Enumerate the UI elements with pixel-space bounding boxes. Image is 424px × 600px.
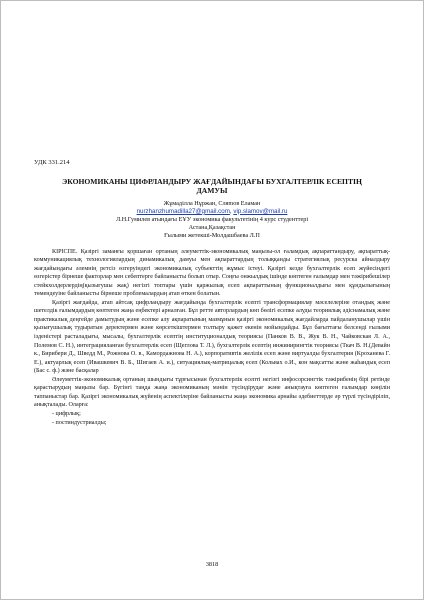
list-item: - цифрлық; [52, 410, 81, 417]
author-emails [34, 208, 390, 216]
title-line-1: ЭКОНОМИКАНЫ ЦИФРЛАНДЫРУ ЖАҒДАЙЫНДАҒЫ БУХГАЛТЕРЛІК ЕСЕПТІҢ [62, 176, 362, 186]
list-item: - постиндустриалды; [52, 419, 107, 426]
paragraph-introduction: КІРІСПЕ. Қазіргі заманғы қоршаған ортаның әлеуметтік-экономикалық маңызы-ол ғаламдық ақпараттандыру, ақпараттық-коммуникациялық технологиялардың динамикалық дамуы мен ақпараттардың толыққанды стратегиялық ресурска айналдыру жағдайындағы әлемнің ретсіз өзгеруіндегі экономикалық субъекттің жұмыс істеуі. Қазіргі кезде бухгалтерлік есеп жүйесіндегі өзгерістер бірнеше факторлар мен себептерге байланысты болып отыр. Соңғы онжылдық ішінде көптеген ғалымдар мен тәжірибешілер стейкхолдерлердің(қызығушы жақ) негізгі топтары үшін қаржылық есеп ақпараттының функционалдығы мен құндылығының төмендеуіне байланысты бірнеше проблемалардың атап өткен болатын. [34, 248, 390, 298]
paragraph-body: Қазіргі жағдайда, атап айтсақ цифрландыру жағдайында бухгалтерлік есепті трансформациялау мәселелеріне отандық және шетелдік ғалымдардың көптеген жаңа еңбектері арналған. Бұл ретте авторлардың көп бөлігі есепке алуды теориялық әдіснамалық және практикалық деңгейде дамытудың және есепке алу ақпаратының мазмұнын қазіргі экономикалық жағдайларда пайдаланушылар үшін қызығушылық тудыратын деректермен және көрсеткіштермен толтыру қажет екенін мойындайды. Бұл бағыттағы белсенді ғылыми ізденістері расталадығы, мысалы, бухгалтерлік есептің институционалдық теориясы (Панков В. В., Жук В. Н., Чайковская Л. А., Полемов С. Н.), интеграцияланған бухгалтерлік есеп (Щеглова Т. Л.), бухгалтерлік есептің инжинирингтік теориясы (Ткач В. Н.(Девайн к., Бирибери Д., Шведд М., Рожнова О. в., Камордажнова Н. А.), корпоративтік желілік есеп және виртуалды бухгалтерия (Кроханева Г. Е.), актуарлық есеп (Ивашкевич В. Б., Шигаев А. и.), ситуациялық-матрицалық есеп (Кольвах о.И., кон мақсатты және жаһандық есеп (Бас с. ф.) және басқалар [34, 299, 390, 375]
supervisor: Ғылыми жетекші-Молдашбаева Л.П [164, 232, 260, 240]
article-title [34, 177, 390, 196]
affiliation: Л.Н.Гумилев атындағы ЕҰУ экономика факультетінің 4 курс студенттері [115, 215, 309, 223]
city: Астана,Қазақстан [188, 224, 236, 232]
authors: Жұмаділла Нұржан, Сляmов Еламан [163, 199, 261, 207]
paragraph-body: Әлеуметтік-экономикалық ортаның шындығы тұрғысынан бухгалтерлік есепті негізгі инфосорсингтік тәжірибенің бірі ретінде қарастырудың маңызы бар. Бүгінгі таңда жаңа экономиканың мәнін түсіндірудағ және анықтауға көптеген ғалымдар көңілін таппаныстар бар. Қазіргі экономикалық жүйенің аспектілеріне байланысты жаңа экономика арнайы әдебиеттерде әр түрлі түсіндіріліп, анықталады. Оларға: [34, 376, 390, 409]
email-link-2[interactable]: vip.slamov@mail.ru [233, 207, 288, 215]
email-separator: , [229, 207, 232, 215]
page-number: 3818 [205, 561, 219, 568]
udk-code: УДК 331.214 [34, 159, 70, 166]
email-link-1[interactable]: nurzhanzhumadilla27@gmail.com [136, 207, 230, 215]
article-body [34, 159, 390, 427]
title-line-2: ДАМУЫ [196, 186, 228, 196]
